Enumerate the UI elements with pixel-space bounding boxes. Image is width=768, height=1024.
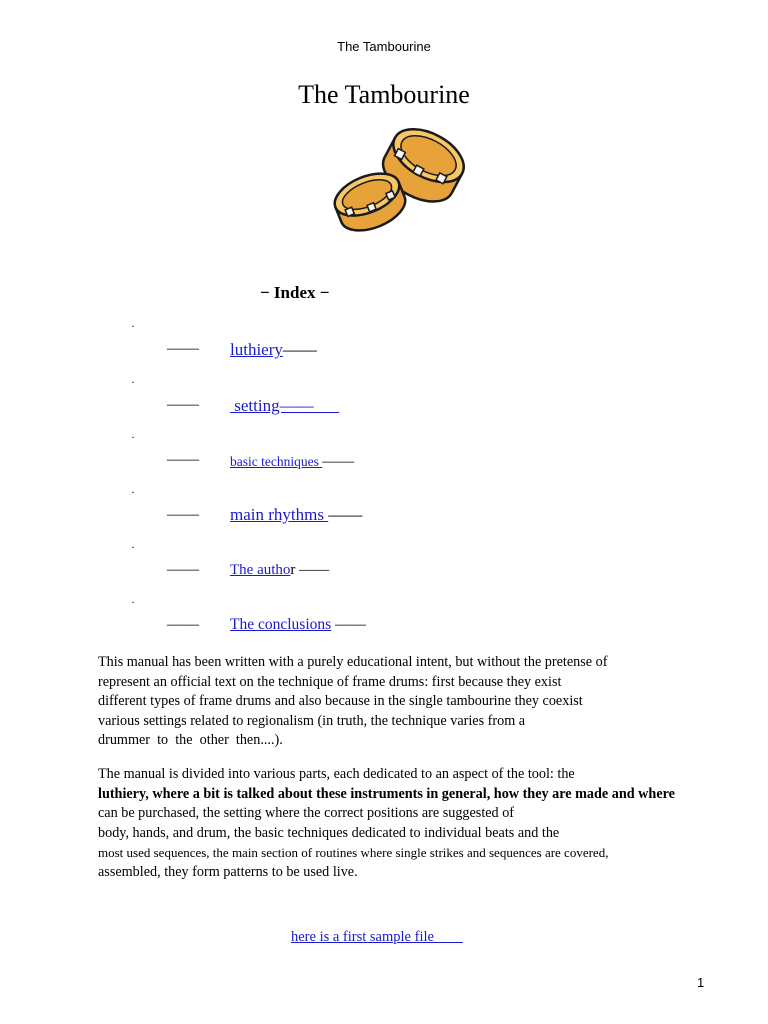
index-item-luthiery xyxy=(230,340,317,360)
conclusions-link[interactable]: The conclusions xyxy=(230,616,332,633)
index-item-main-rhythms xyxy=(230,505,362,525)
paragraph-line-bold: luthiery, where a bit is talked about these instruments in general, how they are made and where xyxy=(98,785,675,802)
main-rhythms-link[interactable]: main rhythms xyxy=(230,505,329,524)
tambourine-icon xyxy=(330,124,470,238)
paragraph-line: represent an official text on the technique of frame drums: first because they exist xyxy=(98,673,562,690)
luthiery-link[interactable]: luthiery xyxy=(230,340,283,359)
bullet: · xyxy=(131,540,135,554)
index-item-basic-techniques xyxy=(230,453,354,471)
basic-techniques-link[interactable]: basic techniques xyxy=(230,454,323,469)
index-item-tail: —— xyxy=(322,453,355,470)
intro-paragraph xyxy=(98,653,768,751)
index-item-setting xyxy=(230,396,339,416)
index-item-tail: —— xyxy=(328,505,363,524)
document-title: The Tambourine xyxy=(298,80,470,109)
bullet: · xyxy=(131,485,135,499)
dash-prefix: —— xyxy=(167,561,199,578)
index-item-author xyxy=(230,562,329,579)
running-header: The Tambourine xyxy=(337,39,431,54)
index-item-conclusions xyxy=(230,616,366,634)
bullet: · xyxy=(131,375,135,389)
dash-prefix: —— xyxy=(167,506,199,523)
dash-prefix: —— xyxy=(167,396,199,413)
structure-paragraph xyxy=(98,765,768,882)
index-item-tail: —— xyxy=(331,616,367,633)
setting-link[interactable]: setting—— xyxy=(230,396,340,415)
paragraph-line: various settings related to regionalism (in truth, the technique varies from a xyxy=(98,712,526,729)
index-item-tail: r —— xyxy=(290,562,330,578)
dash-prefix: —— xyxy=(167,340,199,357)
bullet: · xyxy=(131,595,135,609)
sample-file-link[interactable]: here is a first sample file xyxy=(291,929,463,945)
author-link[interactable]: The autho xyxy=(230,562,291,578)
paragraph-line: most used sequences, the main section of routines where single strikes and sequences are covered, xyxy=(98,845,609,860)
paragraph-line: The manual is divided into various parts, each dedicated to an aspect of the tool: the xyxy=(98,766,575,782)
bullet: · xyxy=(131,430,135,444)
paragraph-line: body, hands, and drum, the basic techniques dedicated to individual beats and the xyxy=(98,824,560,841)
paragraph-line: different types of frame drums and also because in the single tambourine they coexist xyxy=(98,693,583,709)
bullet: · xyxy=(131,319,135,333)
page-number: 1 xyxy=(697,975,705,990)
dash-prefix: —— xyxy=(167,616,199,633)
dash-prefix: —— xyxy=(167,451,199,468)
index-heading: − Index − xyxy=(260,283,330,302)
index-item-tail: —— xyxy=(282,340,317,359)
paragraph-line: This manual has been written with a purely educational intent, but without the pretense of xyxy=(98,654,608,670)
paragraph-line: assembled, they form patterns to be used live. xyxy=(98,863,358,880)
paragraph-line: drummer to the other then....). xyxy=(98,732,283,748)
paragraph-line: can be purchased, the setting where the correct positions are suggested of xyxy=(98,805,515,821)
